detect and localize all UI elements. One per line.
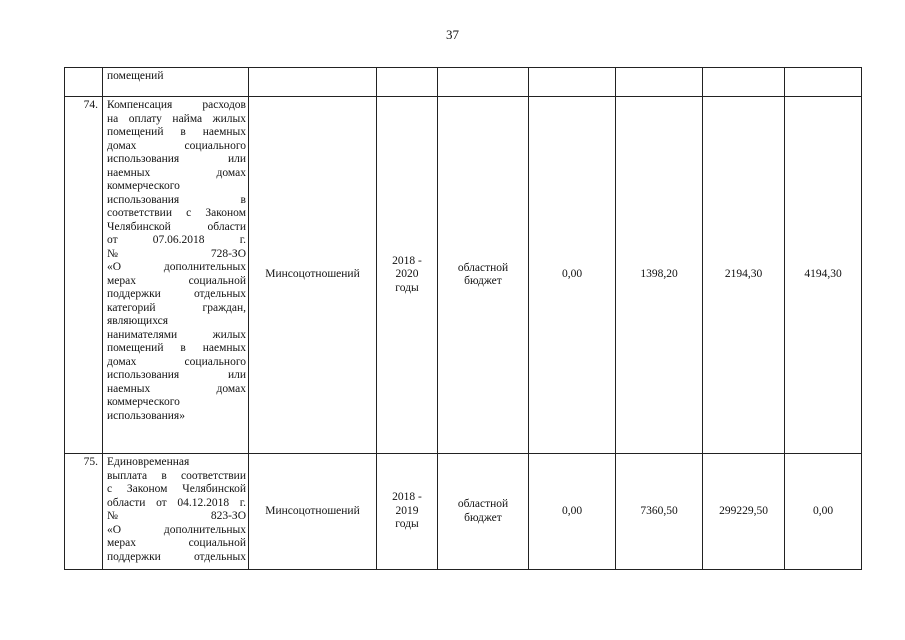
- amount-year-1: [529, 68, 616, 97]
- implementation-period: [377, 97, 438, 454]
- measure-name-line: № 823-ЗО: [107, 510, 246, 522]
- measure-name-line: домах социального: [107, 355, 246, 368]
- row-number: 75.: [65, 454, 103, 570]
- amount-year-3: 299229,50: [703, 454, 785, 570]
- measure-name-line: наемных домах: [107, 166, 246, 179]
- measure-name-line: Компенсация расходов: [107, 99, 246, 111]
- measure-name-line: нанимателями жилых: [107, 328, 246, 341]
- period-line: 2018 -: [392, 491, 422, 504]
- funding-source-line: бюджет: [464, 275, 502, 287]
- funding-source-line: областной: [457, 261, 509, 274]
- period-line: 2020: [395, 268, 419, 281]
- period-line: годы: [395, 281, 419, 294]
- measure-name-line: Челябинской области: [107, 220, 246, 233]
- measure-name-line: поддержки отдельных: [107, 288, 246, 300]
- amount-year-4: 4194,30: [785, 97, 862, 454]
- implementation-period: [377, 454, 438, 570]
- amount-year-3: 2194,30: [703, 97, 785, 454]
- measure-name-line: использования»: [107, 409, 185, 422]
- measure-name-line: использования в: [107, 193, 246, 206]
- measure-name-line: помещений: [107, 70, 164, 82]
- measure-name-line: на оплату найма жилых: [107, 112, 246, 125]
- amount-year-1: 0,00: [529, 454, 616, 570]
- amount-year-4: [785, 68, 862, 97]
- measure-name-line: поддержки отдельных: [107, 550, 246, 563]
- measure-name-line: с Законом Челябинской: [107, 483, 246, 495]
- row-number: [65, 68, 103, 97]
- period-line: 2018 -: [392, 254, 422, 267]
- measure-name-line: соответствии с Законом: [107, 207, 246, 219]
- measure-name: [103, 97, 249, 454]
- measure-name-line: использования или: [107, 369, 246, 381]
- measure-name-line: категорий граждан,: [107, 301, 246, 314]
- executor: Минсоцотношений: [249, 454, 377, 570]
- table-row: [65, 68, 862, 97]
- executor: [249, 68, 377, 97]
- amount-year-2: 1398,20: [616, 97, 703, 454]
- funding-source: [438, 97, 529, 454]
- implementation-period: [377, 68, 438, 97]
- measure-name-line: помещений в наемных: [107, 126, 246, 138]
- measure-name-line: являющихся: [107, 315, 169, 327]
- amount-year-2: 7360,50: [616, 454, 703, 570]
- measure-name-line: мерах социальной: [107, 274, 246, 287]
- table-row: [65, 97, 862, 454]
- measure-name-line: мерах социальной: [107, 537, 246, 549]
- measure-name-line: использования или: [107, 153, 246, 165]
- measure-name-line: «О дополнительных: [107, 523, 246, 536]
- period-line: 2019: [395, 504, 419, 517]
- measure-name: [103, 454, 249, 570]
- amount-year-3: [703, 68, 785, 97]
- executor: Минсоцотношений: [249, 97, 377, 454]
- page-number: 37: [446, 27, 459, 42]
- measure-name-line: Единовременная: [107, 456, 190, 468]
- measure-name-line: коммерческого: [107, 180, 180, 192]
- amount-year-2: [616, 68, 703, 97]
- measure-name-line: № 728-ЗО: [107, 247, 246, 260]
- measure-name-line: помещений в наемных: [107, 342, 246, 354]
- amount-year-1: 0,00: [529, 97, 616, 454]
- period-line: годы: [395, 518, 419, 531]
- funding-source: [438, 68, 529, 97]
- funding-source-line: областной: [457, 498, 509, 510]
- budget-table: [64, 67, 862, 570]
- measure-name-line: «О дополнительных: [107, 261, 246, 273]
- measure-name-line: домах социального: [107, 139, 246, 152]
- measure-name: [103, 68, 249, 97]
- measure-name-line: области от 04.12.2018 г.: [107, 496, 246, 509]
- measure-name-line: коммерческого: [107, 396, 180, 408]
- table-row: [65, 454, 862, 570]
- row-number: 74.: [65, 97, 103, 454]
- funding-source: [438, 454, 529, 570]
- measure-name-line: наемных домах: [107, 382, 246, 395]
- measure-name-line: выплата в соответствии: [107, 469, 246, 482]
- funding-source-line: бюджет: [464, 511, 502, 524]
- measure-name-line: от 07.06.2018 г.: [107, 234, 246, 246]
- amount-year-4: 0,00: [785, 454, 862, 570]
